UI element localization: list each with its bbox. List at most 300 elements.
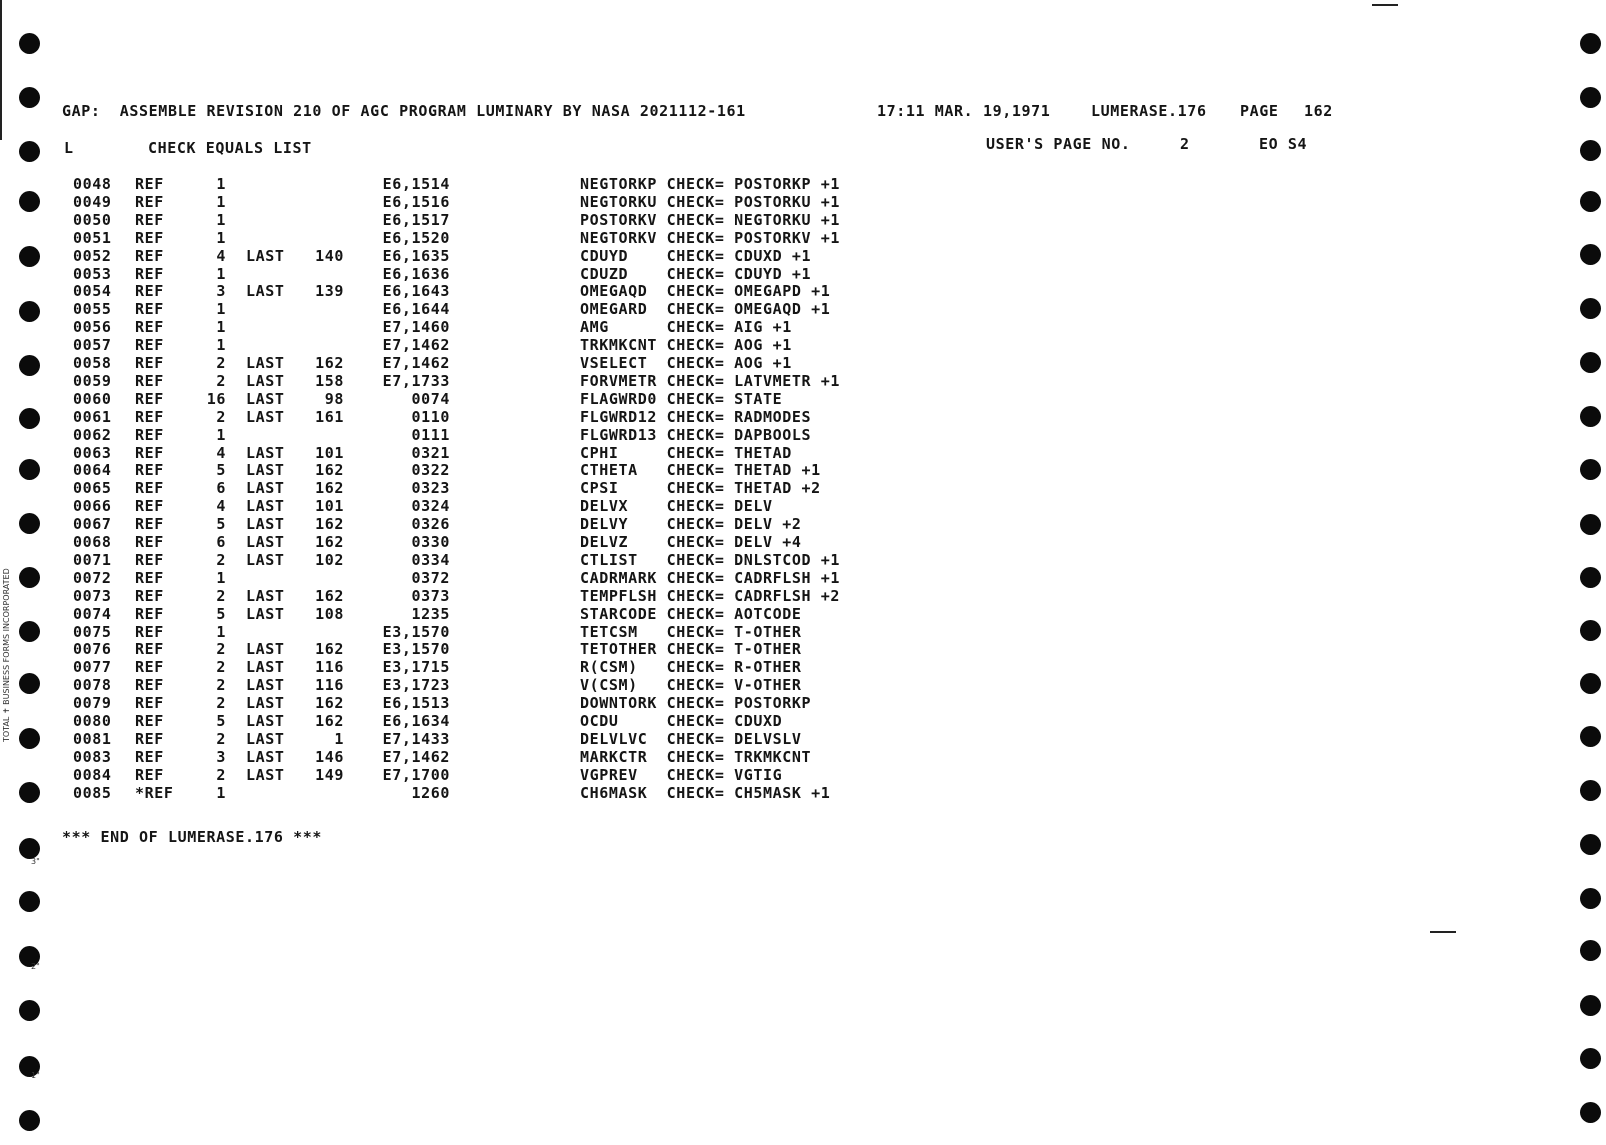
entry-last-number: 102 [315,551,344,569]
table-row [0,282,900,300]
entry-address: E6,1517 [382,211,450,229]
table-row [0,712,900,730]
entry-statement: V(CSM) CHECK= V-OTHER [580,676,802,694]
entry-ref: REF [135,676,164,694]
entry-last-label: LAST [246,766,285,784]
entry-count: 2 [216,676,226,694]
entry-ref: REF [135,551,164,569]
entry-count: 2 [216,658,226,676]
entry-last-number: 162 [315,712,344,730]
entry-number: 0081 [73,730,112,748]
entry-number: 0067 [73,515,112,533]
entry-address: E6,1643 [382,282,450,300]
table-row [0,694,900,712]
entry-number: 0076 [73,640,112,658]
tractor-hole [1580,1048,1601,1069]
entry-count: 1 [216,229,226,247]
entry-ref: REF [135,497,164,515]
entry-count: 1 [216,175,226,193]
tractor-hole [19,1000,40,1021]
entry-address: E3,1715 [382,658,450,676]
entry-number: 0059 [73,372,112,390]
entry-number: 0073 [73,587,112,605]
entry-address: 0111 [411,426,450,444]
entry-ref: REF [135,372,164,390]
entry-last-label: LAST [246,694,285,712]
entry-number: 0048 [73,175,112,193]
entry-number: 0064 [73,461,112,479]
entry-last-label: LAST [246,390,285,408]
entry-statement: NEGTORKU CHECK= POSTORKU +1 [580,193,841,211]
entry-count: 3 [216,282,226,300]
tractor-hole [1580,514,1601,535]
entry-number: 0062 [73,426,112,444]
print-artifact [1430,931,1456,933]
entry-address: E6,1520 [382,229,450,247]
entry-ref: REF [135,229,164,247]
entry-number: 0055 [73,300,112,318]
entry-ref: REF [135,461,164,479]
entry-last-number: 161 [315,408,344,426]
table-row [0,336,900,354]
entry-ref: REF [135,694,164,712]
entry-last-label: LAST [246,551,285,569]
table-row [0,569,900,587]
table-row [0,497,900,515]
entry-count: 4 [216,497,226,515]
table-row [0,766,900,784]
end-of-listing: *** END OF LUMERASE.176 *** [62,828,323,846]
entry-statement: DELVZ CHECK= DELV +4 [580,533,802,551]
entry-count: 4 [216,444,226,462]
entry-statement: TETCSM CHECK= T-OTHER [580,623,802,641]
entry-address: E7,1700 [382,766,450,784]
entry-address: 0334 [411,551,450,569]
entry-last-number: 158 [315,372,344,390]
entry-ref: REF [135,282,164,300]
entry-last-label: LAST [246,515,285,533]
entry-address: 0322 [411,461,450,479]
entry-address: 0372 [411,569,450,587]
entry-count: 5 [216,515,226,533]
header-page-label: PAGE [1240,102,1279,120]
entry-address: 0330 [411,533,450,551]
entry-address: 1260 [411,784,450,802]
page-edge-line [0,0,2,140]
entry-statement: DELVY CHECK= DELV +2 [580,515,802,533]
entry-ref: REF [135,247,164,265]
table-row [0,640,900,658]
entry-last-number: 108 [315,605,344,623]
entry-count: 1 [216,336,226,354]
entry-address: 0323 [411,479,450,497]
tractor-hole [1580,33,1601,54]
entry-last-number: 139 [315,282,344,300]
margin-mark-2: 2" [31,962,40,971]
entry-number: 0058 [73,354,112,372]
entry-ref: REF [135,390,164,408]
entry-last-number: 116 [315,676,344,694]
entry-last-label: LAST [246,587,285,605]
entry-count: 5 [216,461,226,479]
tractor-hole [19,838,40,859]
entry-statement: VGPREV CHECK= VGTIG [580,766,783,784]
entry-address: 0074 [411,390,450,408]
entry-last-number: 162 [315,461,344,479]
entry-number: 0066 [73,497,112,515]
entry-ref: REF [135,408,164,426]
tractor-hole [1580,87,1601,108]
table-row [0,408,900,426]
entry-last-label: LAST [246,730,285,748]
entry-count: 2 [216,587,226,605]
entry-count: 6 [216,479,226,497]
entry-statement: CDUYD CHECK= CDUXD +1 [580,247,812,265]
entry-last-label: LAST [246,676,285,694]
tractor-hole [1580,244,1601,265]
entry-ref: REF [135,730,164,748]
entry-number: 0050 [73,211,112,229]
entry-address: E6,1644 [382,300,450,318]
entry-address: E3,1570 [382,623,450,641]
tractor-hole [1580,406,1601,427]
table-row [0,300,900,318]
entry-number: 0053 [73,265,112,283]
entry-last-number: 140 [315,247,344,265]
tractor-hole [1580,673,1601,694]
table-row [0,193,900,211]
tractor-hole [1580,459,1601,480]
entry-last-number: 162 [315,587,344,605]
entry-last-label: LAST [246,497,285,515]
table-row [0,426,900,444]
entry-last-label: LAST [246,444,285,462]
entry-last-label: LAST [246,247,285,265]
entry-ref: REF [135,318,164,336]
entry-count: 1 [216,265,226,283]
entry-number: 0083 [73,748,112,766]
table-row [0,247,900,265]
entry-address: E7,1460 [382,318,450,336]
entry-statement: DELVX CHECK= DELV [580,497,773,515]
entry-statement: OMEGARD CHECK= OMEGAQD +1 [580,300,831,318]
tractor-hole [1580,352,1601,373]
entry-statement: CTHETA CHECK= THETAD +1 [580,461,821,479]
entry-last-number: 149 [315,766,344,784]
entry-ref: REF [135,426,164,444]
entry-address: E3,1570 [382,640,450,658]
entry-last-number: 162 [315,640,344,658]
margin-mark-3: 3" [31,857,40,866]
entry-count: 2 [216,354,226,372]
entry-last-label: LAST [246,354,285,372]
table-row [0,318,900,336]
entry-last-number: 101 [315,497,344,515]
tractor-hole [1580,620,1601,641]
table-row [0,175,900,193]
entry-number: 0075 [73,623,112,641]
table-row [0,354,900,372]
entry-statement: FLAGWRD0 CHECK= STATE [580,390,783,408]
entry-address: E7,1462 [382,354,450,372]
entry-statement: POSTORKV CHECK= NEGTORKU +1 [580,211,841,229]
entry-address: E6,1513 [382,694,450,712]
entry-count: 1 [216,569,226,587]
entry-count: 1 [216,318,226,336]
table-row [0,533,900,551]
entry-number: 0077 [73,658,112,676]
entry-statement: CH6MASK CHECK= CH5MASK +1 [580,784,831,802]
entry-number: 0065 [73,479,112,497]
entry-ref: REF [135,479,164,497]
table-row [0,623,900,641]
entry-statement: DOWNTORK CHECK= POSTORKP [580,694,812,712]
entry-count: 1 [216,211,226,229]
entry-address: E3,1723 [382,676,450,694]
entry-count: 5 [216,712,226,730]
entry-statement: TETOTHER CHECK= T-OTHER [580,640,802,658]
entry-address: 0326 [411,515,450,533]
header-title: GAP: ASSEMBLE REVISION 210 OF AGC PROGRAM LUMINARY BY NASA 2021112-161 [62,102,746,120]
entry-number: 0056 [73,318,112,336]
entry-address: E6,1514 [382,175,450,193]
entry-count: 1 [216,193,226,211]
tractor-hole [19,141,40,162]
entry-number: 0071 [73,551,112,569]
tractor-hole [1580,995,1601,1016]
table-row [0,784,900,802]
tractor-hole [1580,726,1601,747]
table-row [0,515,900,533]
table-row [0,658,900,676]
table-row [0,229,900,247]
entry-ref: REF [135,300,164,318]
entry-number: 0061 [73,408,112,426]
entry-address: E6,1635 [382,247,450,265]
entry-statement: CTLIST CHECK= DNLSTCOD +1 [580,551,841,569]
entry-ref: REF [135,587,164,605]
entry-ref: REF [135,658,164,676]
entry-statement: CPSI CHECK= THETAD +2 [580,479,821,497]
entry-last-number: 162 [315,515,344,533]
entry-last-label: LAST [246,748,285,766]
entry-statement: MARKCTR CHECK= TRKMKCNT [580,748,812,766]
entry-ref: REF [135,766,164,784]
table-row [0,551,900,569]
entry-number: 0078 [73,676,112,694]
entry-statement: TRKMKCNT CHECK= AOG +1 [580,336,792,354]
print-artifact [1372,4,1398,6]
entry-statement: OCDU CHECK= CDUXD [580,712,783,730]
entry-statement: NEGTORKP CHECK= POSTORKP +1 [580,175,841,193]
tractor-hole [1580,780,1601,801]
table-row [0,676,900,694]
header-timestamp: 17:11 MAR. 19,1971 [877,102,1051,120]
entry-statement: NEGTORKV CHECK= POSTORKV +1 [580,229,841,247]
entry-number: 0052 [73,247,112,265]
table-row [0,479,900,497]
entry-statement: DELVLVC CHECK= DELVSLV [580,730,802,748]
section-code: L [64,139,74,157]
table-row [0,390,900,408]
table-row [0,265,900,283]
tractor-hole [19,1110,40,1131]
entry-last-label: LAST [246,479,285,497]
entry-ref: REF [135,748,164,766]
entry-address: E6,1634 [382,712,450,730]
entry-count: 1 [216,623,226,641]
entry-last-number: 146 [315,748,344,766]
entry-last-number: 116 [315,658,344,676]
entry-last-number: 1 [334,730,344,748]
entry-last-label: LAST [246,605,285,623]
tractor-hole [19,891,40,912]
entry-last-number: 162 [315,694,344,712]
entry-last-label: LAST [246,282,285,300]
entry-address: 0324 [411,497,450,515]
entry-last-number: 98 [324,390,344,408]
entry-number: 0068 [73,533,112,551]
header-filename: LUMERASE.176 [1091,102,1207,120]
entry-last-number: 162 [315,533,344,551]
entry-last-number: 162 [315,354,344,372]
entry-ref: REF [135,712,164,730]
entry-statement: FLGWRD12 CHECK= RADMODES [580,408,812,426]
entry-count: 16 [206,390,226,408]
entry-count: 2 [216,408,226,426]
entry-ref: REF [135,336,164,354]
tractor-hole [1580,834,1601,855]
entry-count: 5 [216,605,226,623]
entry-statement: TEMPFLSH CHECK= CADRFLSH +2 [580,587,841,605]
entry-number: 0060 [73,390,112,408]
table-row [0,444,900,462]
entry-number: 0049 [73,193,112,211]
entry-count: 4 [216,247,226,265]
entry-number: 0080 [73,712,112,730]
entry-address: E7,1733 [382,372,450,390]
entry-number: 0057 [73,336,112,354]
tractor-hole [1580,888,1601,909]
entry-number: 0085 [73,784,112,802]
tractor-hole [1580,940,1601,961]
entry-statement: CDUZD CHECK= CDUYD +1 [580,265,812,283]
margin-mark-1: 1" [31,1071,40,1080]
entry-number: 0084 [73,766,112,784]
entry-ref: REF [135,533,164,551]
table-row [0,372,900,390]
entry-address: E7,1462 [382,748,450,766]
tractor-hole [1580,567,1601,588]
user-page-number: 2 [1180,135,1190,153]
entry-count: 2 [216,730,226,748]
entry-ref: REF [135,444,164,462]
entry-ref: REF [135,640,164,658]
entry-address: E7,1462 [382,336,450,354]
entry-count: 3 [216,748,226,766]
tractor-hole [1580,1102,1601,1123]
entry-last-label: LAST [246,408,285,426]
entry-number: 0074 [73,605,112,623]
entry-statement: CPHI CHECK= THETAD [580,444,792,462]
entry-address: 1235 [411,605,450,623]
entry-count: 1 [216,300,226,318]
tractor-hole [1580,140,1601,161]
tractor-hole [19,33,40,54]
entry-ref: REF [135,623,164,641]
entry-count: 2 [216,640,226,658]
entry-statement: AMG CHECK= AIG +1 [580,318,792,336]
header-page-number: 162 [1304,102,1333,120]
entry-statement: FLGWRD13 CHECK= DAPBOOLS [580,426,812,444]
list-title: CHECK EQUALS LIST [148,139,312,157]
entry-count: 2 [216,694,226,712]
table-row [0,211,900,229]
entry-address: 0373 [411,587,450,605]
entry-number: 0051 [73,229,112,247]
entry-address: E6,1516 [382,193,450,211]
entry-number: 0063 [73,444,112,462]
table-row [0,461,900,479]
tractor-hole [19,87,40,108]
entry-last-label: LAST [246,640,285,658]
entry-ref: REF [135,211,164,229]
entry-ref: REF [135,354,164,372]
entry-number: 0079 [73,694,112,712]
margin-imprint: TOTAL ✝ BUSINESS FORMS INCORPORATED [2,568,11,742]
entry-address: E6,1636 [382,265,450,283]
entry-count: 2 [216,551,226,569]
entry-statement: CADRMARK CHECK= CADRFLSH +1 [580,569,841,587]
entry-address: 0110 [411,408,450,426]
entry-ref: *REF [135,784,174,802]
table-row [0,730,900,748]
entry-last-label: LAST [246,658,285,676]
entry-statement: STARCODE CHECK= AOTCODE [580,605,802,623]
entry-last-label: LAST [246,533,285,551]
entry-ref: REF [135,193,164,211]
entry-last-number: 101 [315,444,344,462]
entry-count: 2 [216,372,226,390]
entry-ref: REF [135,515,164,533]
table-row [0,587,900,605]
entry-count: 6 [216,533,226,551]
entry-last-number: 162 [315,479,344,497]
tractor-hole [1580,298,1601,319]
tractor-hole [1580,191,1601,212]
entry-count: 2 [216,766,226,784]
entry-last-label: LAST [246,712,285,730]
entry-number: 0072 [73,569,112,587]
table-row [0,605,900,623]
eo-code: EO S4 [1259,135,1308,153]
entry-address: E7,1433 [382,730,450,748]
entry-count: 1 [216,426,226,444]
entry-ref: REF [135,265,164,283]
entry-address: 0321 [411,444,450,462]
user-page-label: USER'S PAGE NO. [986,135,1131,153]
entry-statement: R(CSM) CHECK= R-OTHER [580,658,802,676]
entry-last-label: LAST [246,372,285,390]
entry-ref: REF [135,569,164,587]
entry-statement: VSELECT CHECK= AOG +1 [580,354,792,372]
entry-number: 0054 [73,282,112,300]
entry-count: 1 [216,784,226,802]
entry-ref: REF [135,605,164,623]
table-row [0,748,900,766]
entry-ref: REF [135,175,164,193]
entry-last-label: LAST [246,461,285,479]
